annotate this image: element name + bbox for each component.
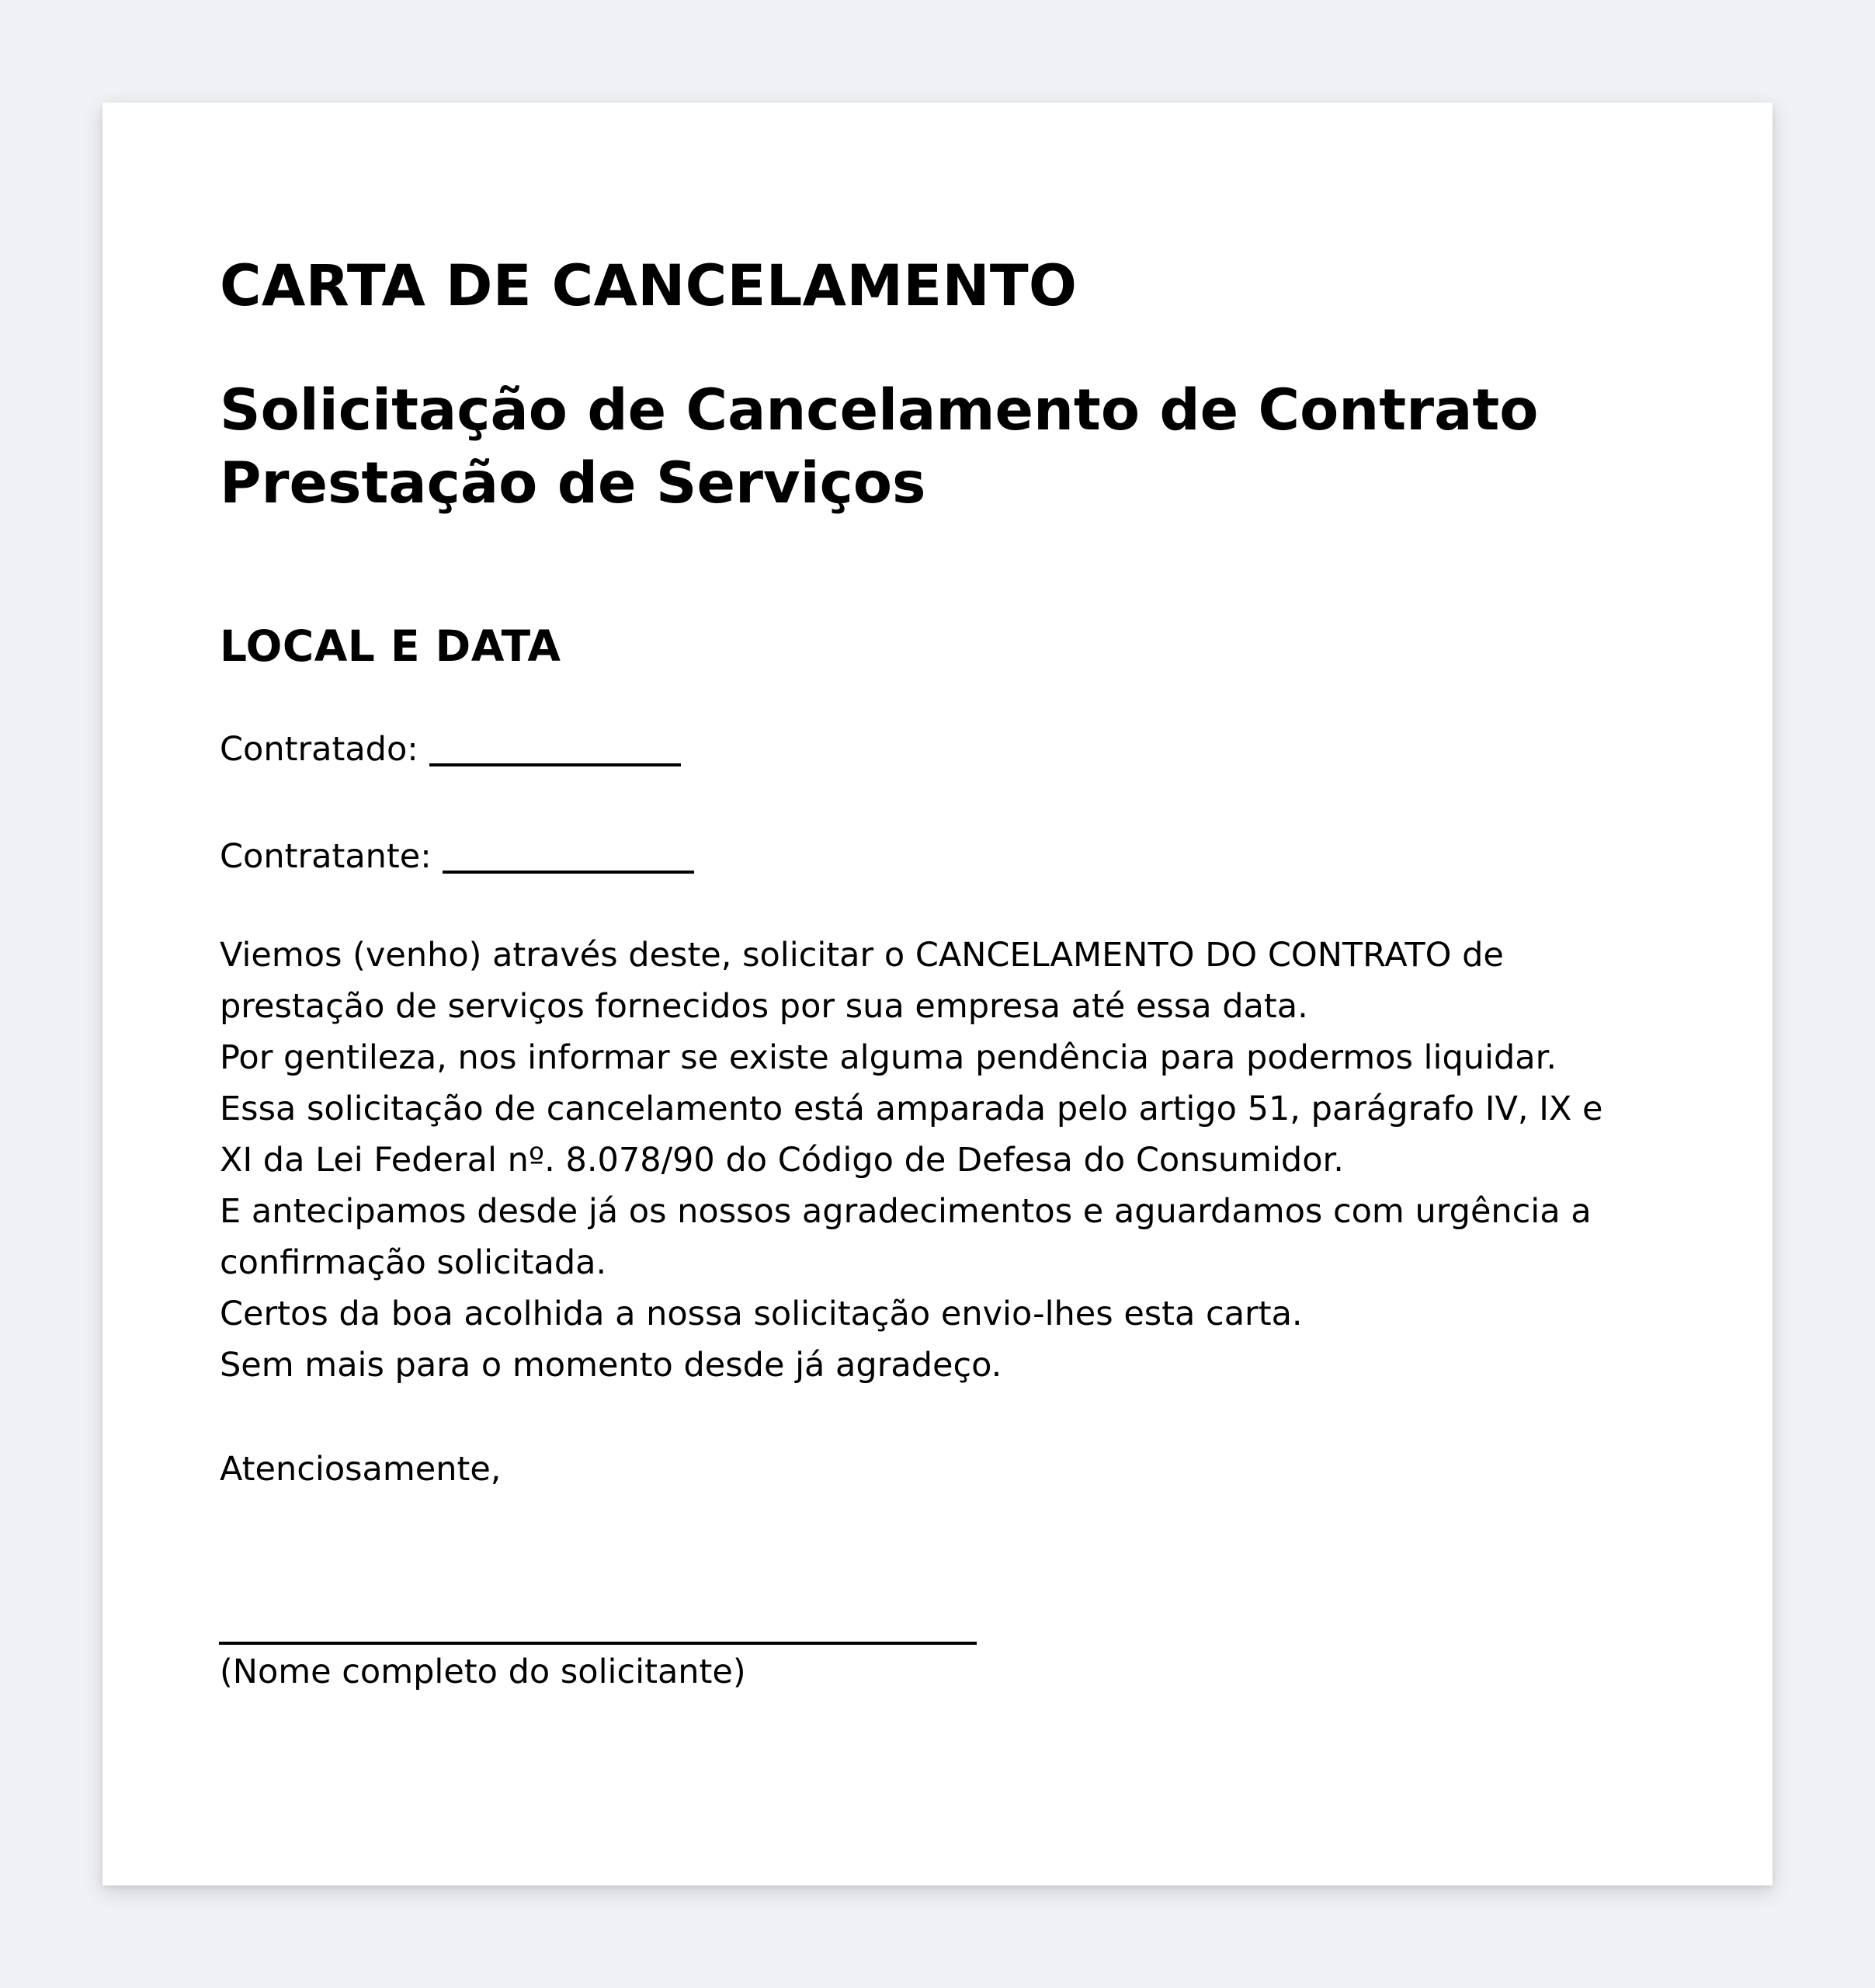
field-contratante (220, 831, 694, 882)
signature-caption: (Nome completo do solicitante) (220, 1653, 746, 1691)
body-line: XI da Lei Federal nº. 8.078/90 do Código de Defesa do Consumidor. (220, 1141, 1344, 1180)
letter-body (220, 930, 1664, 1391)
subtitle-line: Solicitação de Cancelamento de Contrato (220, 377, 1539, 443)
document-subtitle (220, 374, 1538, 520)
section-heading-local-data: LOCAL E DATA (220, 621, 561, 671)
body-line: prestação de serviços fornecidos por sua empresa até essa data. (220, 987, 1308, 1026)
field-contratado (220, 724, 681, 775)
blank-line-contratado[interactable] (429, 763, 681, 766)
body-line: Sem mais para o momento desde já agradeço. (220, 1346, 1002, 1385)
body-line: Certos da boa acolhida a nossa solicitação envio-lhes esta carta. (220, 1295, 1303, 1333)
field-label-contratado: Contratado: (220, 730, 418, 769)
document-title: CARTA DE CANCELAMENTO (220, 253, 1078, 319)
body-line: confirmação solicitada. (220, 1243, 607, 1282)
body-line: Por gentileza, nos informar se existe alguma pendência para podermos liquidar. (220, 1038, 1557, 1077)
subtitle-line: Prestação de Serviços (220, 450, 926, 516)
signature-line[interactable] (219, 1642, 977, 1645)
body-line: E antecipamos desde já os nossos agradecimentos e aguardamos com urgência a (220, 1192, 1592, 1231)
body-line: Essa solicitação de cancelamento está amparada pelo artigo 51, parágrafo IV, IX e (220, 1090, 1603, 1128)
closing-salutation: Atenciosamente, (220, 1450, 502, 1489)
field-label-contratante: Contratante: (220, 837, 432, 876)
document-page (102, 103, 1773, 1885)
blank-line-contratante[interactable] (443, 871, 694, 874)
body-line: Viemos (venho) através deste, solicitar o CANCELAMENTO DO CONTRATO de (220, 936, 1504, 975)
